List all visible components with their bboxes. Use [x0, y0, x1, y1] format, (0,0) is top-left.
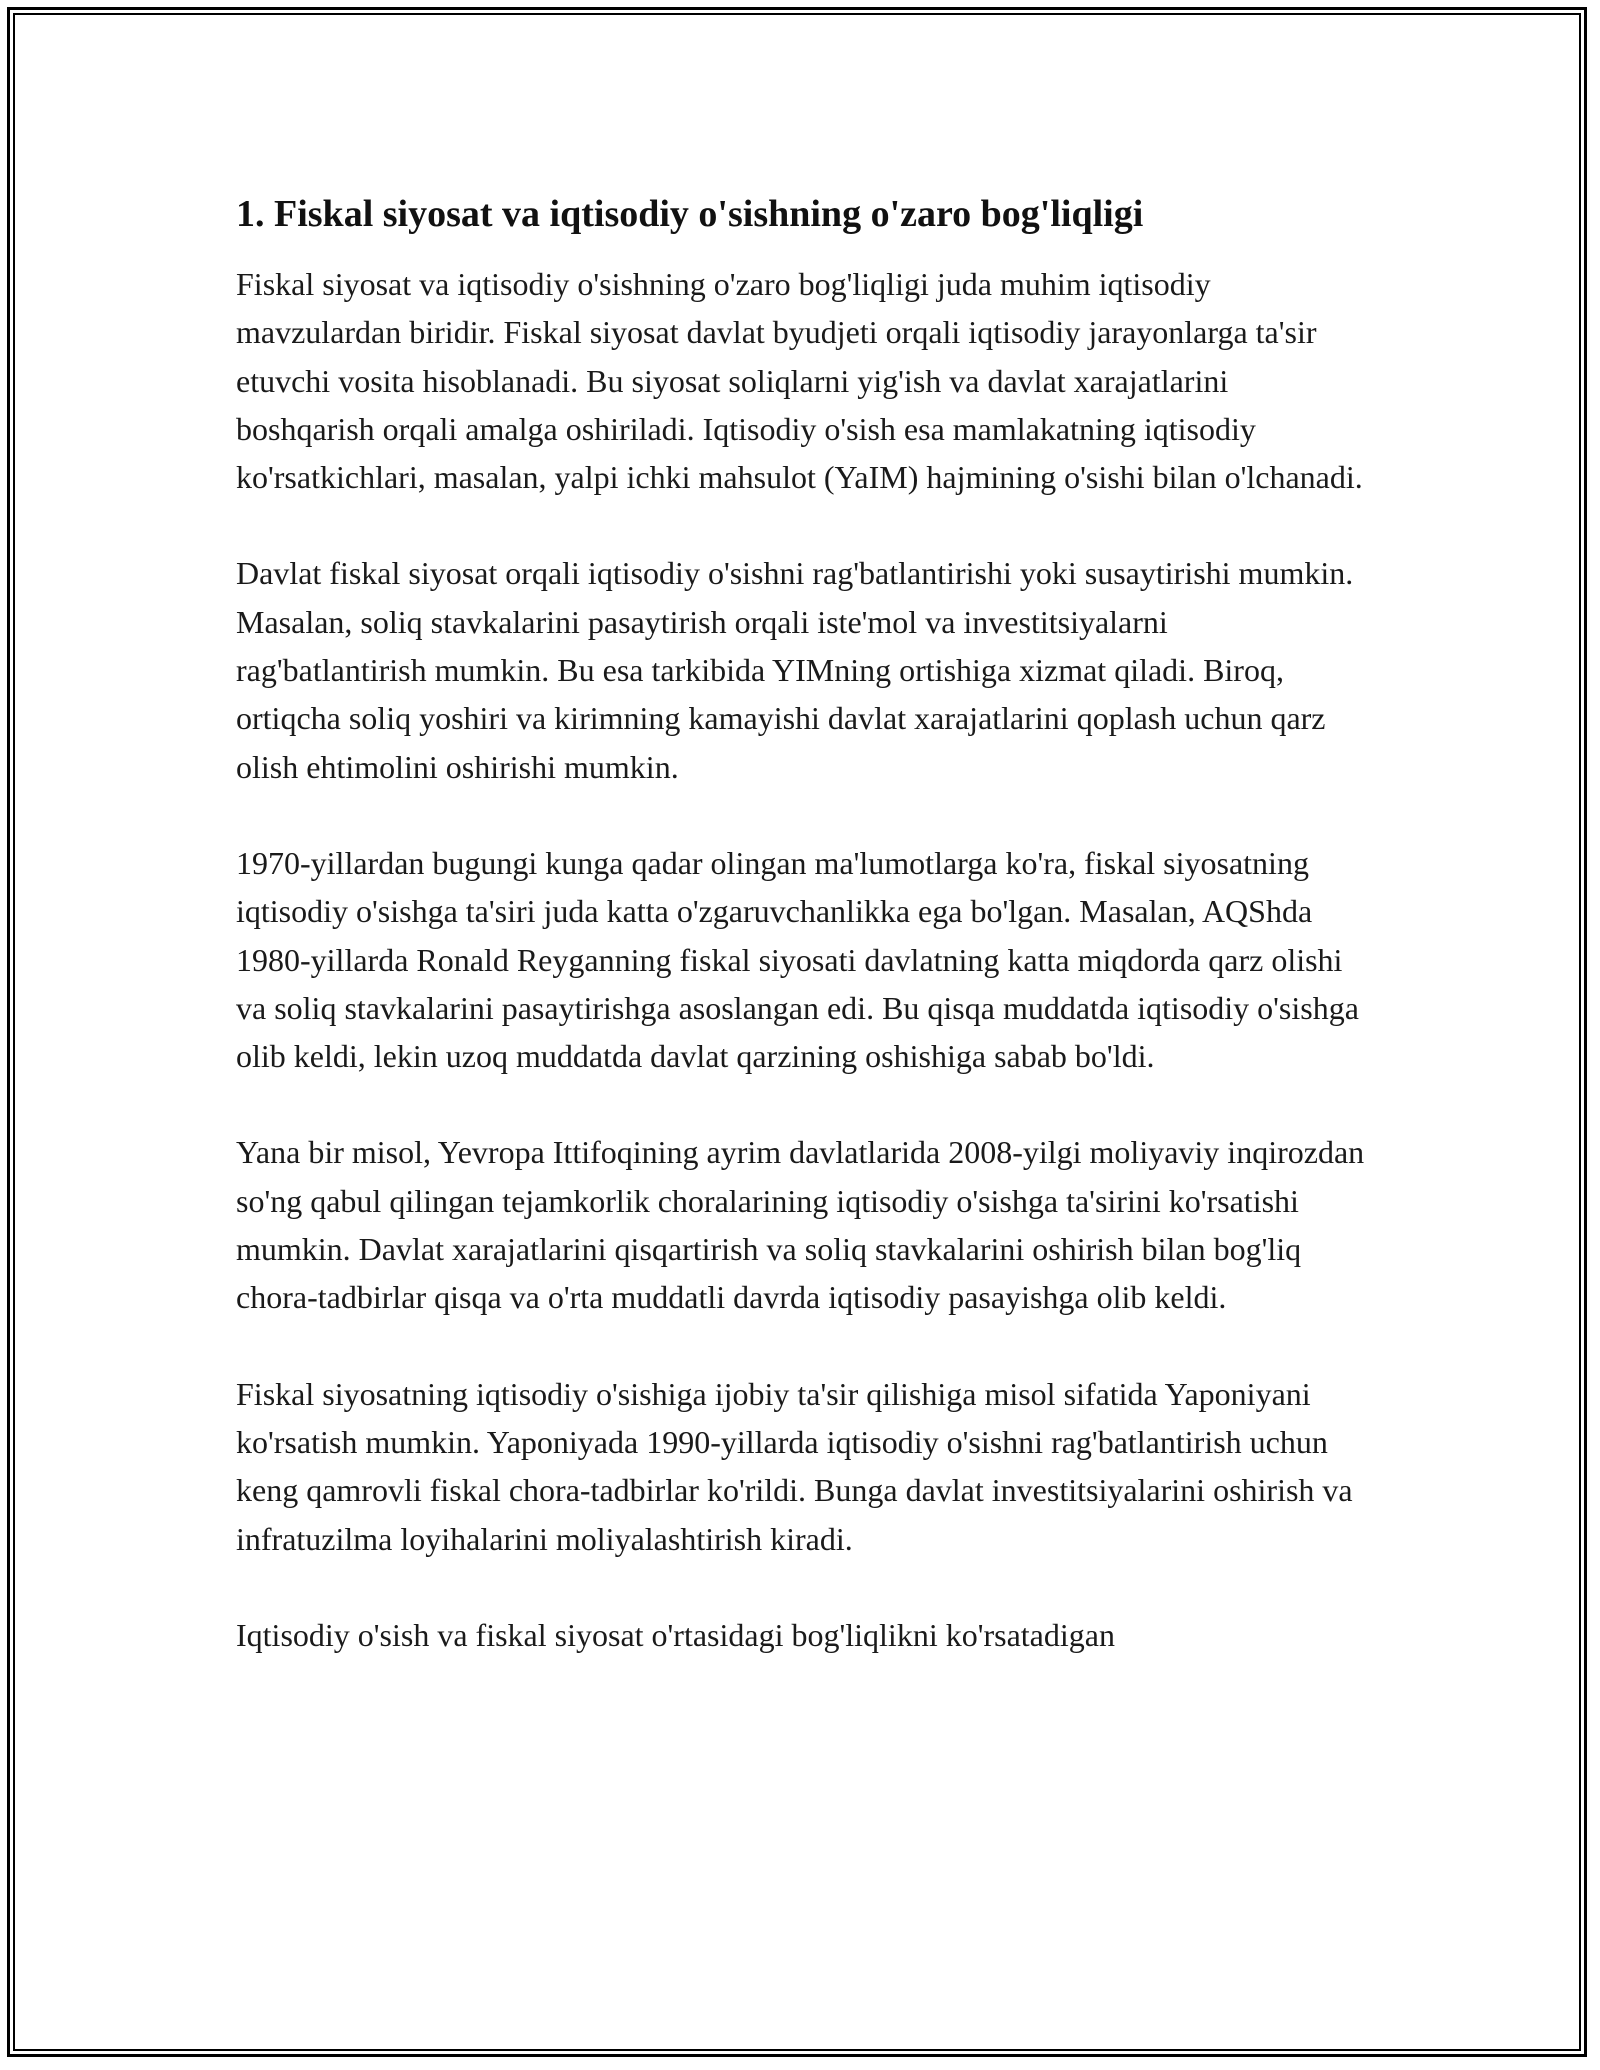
section-heading: 1. Fiskal siyosat va iqtisodiy o'sishning o'zaro bog'liqligi	[236, 193, 1144, 235]
paragraph-3: 1970-yillardan bugungi kunga qadar olingan ma'lumotlarga ko'ra, fiskal siyosatning iqtisodiy o'sishga ta'siri juda katta o'zgaruvchanlikka ega bo'lgan. Masalan, AQShda 1980-yillarda Ronald Reyganning fiskal siyosati davlatning katta miqdorda qarz olishi va soliq stavkalarini pasaytirishga asoslangan edi. Bu qisqa muddatda iqtisodiy o'sishga olib keldi, lekin uzoq muddatda davlat qarzining oshishiga sabab bo'ldi.	[236, 844, 1359, 1075]
document-body	[236, 186, 1366, 1707]
paragraph-2: Davlat fiskal siyosat orqali iqtisodiy o'sishni rag'batlantirishi yoki susaytirishi mumkin. Masalan, soliq stavkalarini pasaytirish orqali iste'mol va investitsiyalarni rag'batlantirish mumkin. Bu esa tarkibida YIMning ortishiga xizmat qiladi. Biroq, ortiqcha soliq yoshiri va kirimning kamayishi davlat xarajatlarini qoplash uchun qarz olish ehtimolini oshirishi mumkin.	[236, 555, 1354, 785]
paragraph-4: Yana bir misol, Yevropa Ittifoqining ayrim davlatlarida 2008-yilgi moliyaviy inqirozdan so'ng qabul qilingan tejamkorlik choralarining iqtisodiy o'sishga ta'sirini ko'rsatishi mumkin. Davlat xarajatlarini qisqartirish va soliq stavkalarini oshirish bilan bog'liq chora-tadbirlar qisqa va o'rta muddatli davrda iqtisodiy pasayishga olib keldi.	[236, 1134, 1365, 1316]
paragraph-5: Fiskal siyosatning iqtisodiy o'sishiga ijobiy ta'sir qilishiga misol sifatida Yaponiyani ko'rsatish mumkin. Yaponiyada 1990-yillarda iqtisodiy o'sishni rag'batlantirish uchun keng qamrovli fiskal chora-tadbirlar ko'rildi. Bunga davlat investitsiyalarini oshirish va infratuzilma loyihalarini moliyalashtirish kiradi.	[236, 1375, 1353, 1557]
paragraph-1: Fiskal siyosat va iqtisodiy o'sishning o'zaro bog'liqligi juda muhim iqtisodiy mavzulardan biridir. Fiskal siyosat davlat byudjeti orqali iqtisodiy jarayonlarga ta'sir etuvchi vosita hisoblanadi. Bu siyosat soliqlarni yig'ish va davlat xarajatlarini boshqarish orqali amalga oshiriladi. Iqtisodiy o'sish esa mamlakatning iqtisodiy ko'rsatkichlari, masalan, yalpi ichki mahsulot (YaIM) hajmining o'sishi bilan o'lchanadi.	[236, 266, 1363, 496]
paragraph-6: Iqtisodiy o'sish va fiskal siyosat o'rtasidagi bog'liqlikni ko'rsatadigan	[236, 1616, 1115, 1653]
